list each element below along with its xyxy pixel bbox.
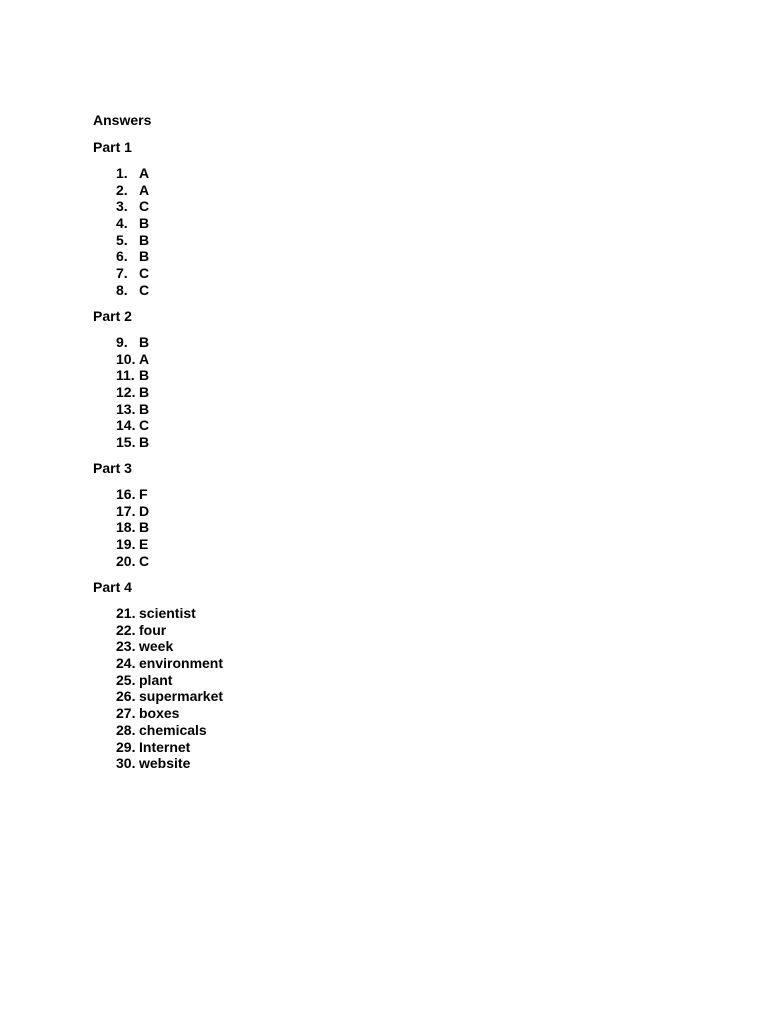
question-number: 16. [116,486,136,502]
answer-text: chemicals [139,721,207,738]
answer-text: C [139,198,150,215]
question-number: 8. [116,281,128,298]
question-number: 7. [116,265,128,282]
answer-text: B [139,400,150,417]
answer-text: plant [139,671,173,688]
answer-text: C [139,281,150,298]
answer-text: B [139,231,150,248]
answer-text: A [139,181,150,198]
question-number: 2. [116,181,128,198]
question-number: 22. [116,621,136,638]
answer-text: C [139,417,150,434]
answer-text: four [139,621,167,638]
question-number: 4. [116,215,128,232]
answer-text: B [139,248,150,265]
answer-text: boxes [139,705,180,722]
part-heading: Part 3 [93,460,132,476]
question-number: 14. [116,417,136,434]
question-number: 18. [116,519,136,536]
question-number: 20. [116,552,136,569]
answer-text: scientist [139,605,196,621]
question-number: 6. [116,248,128,265]
answer-text: supermarket [139,688,224,705]
question-number: 29. [116,738,136,755]
answer-text: B [139,334,150,350]
answer-text: B [139,367,150,384]
question-number: 10. [116,350,136,367]
answer-text: Internet [139,738,191,755]
question-number: 19. [116,536,136,553]
question-number: 23. [116,638,136,655]
answer-text: week [139,638,174,655]
answer-text: A [139,350,150,367]
question-number: 21. [116,605,136,621]
question-number: 9. [116,334,128,350]
part-heading: Part 2 [93,308,132,324]
question-number: 24. [116,655,136,672]
part-heading: Part 1 [93,139,132,155]
answer-text: F [139,486,148,502]
question-number: 3. [116,198,128,215]
question-number: 1. [116,165,128,181]
part-heading: Part 4 [93,579,132,595]
answer-text: website [139,755,191,772]
answer-text: E [139,536,149,553]
answer-text: B [139,434,150,451]
question-number: 17. [116,502,136,519]
answer-text: C [139,265,150,282]
question-number: 27. [116,705,136,722]
answer-text: B [139,384,150,401]
question-number: 11. [116,367,135,384]
answer-text: D [139,502,150,519]
question-number: 13. [116,400,136,417]
answer-text: C [139,552,150,569]
answer-text: B [139,519,150,536]
question-number: 25. [116,671,136,688]
page-title: Answers [93,112,152,128]
question-number: 12. [116,384,136,401]
question-number: 30. [116,755,136,772]
question-number: 5. [116,231,128,248]
question-number: 28. [116,721,136,738]
answer-text: B [139,215,150,232]
answer-text: environment [139,655,224,672]
question-number: 15. [116,434,136,451]
answer-text: A [139,165,150,181]
question-number: 26. [116,688,136,705]
